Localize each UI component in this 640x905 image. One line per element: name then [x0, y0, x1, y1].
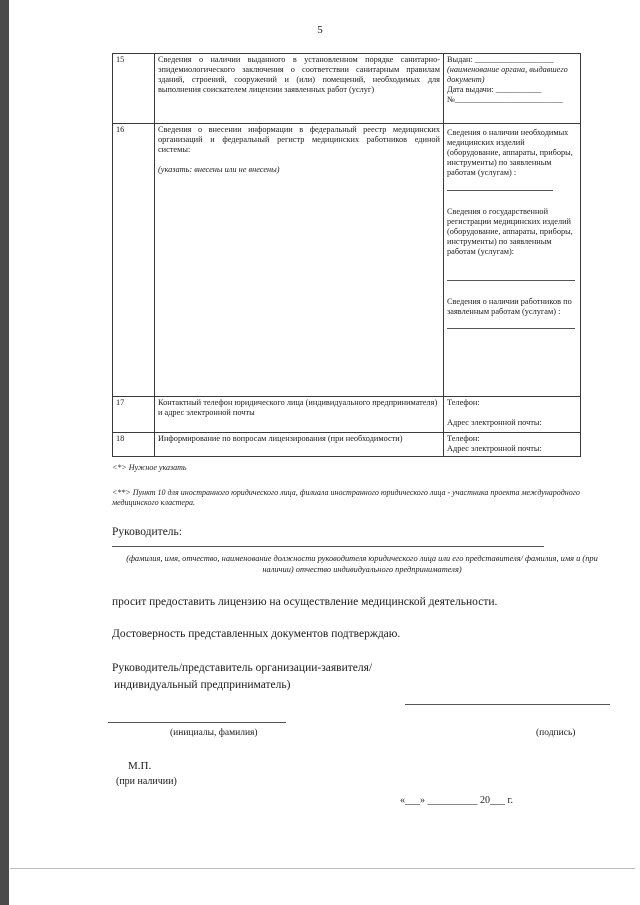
issued-hint: (наименование органа, выдавшего документ) — [447, 65, 568, 85]
table-row — [113, 397, 581, 433]
row-number: 15 — [113, 54, 155, 124]
scan-edge — [0, 0, 9, 905]
footnote-foreign-entity: <**> Пункт 10 для иностранного юридического лица, филиала иностранного юридического лица - участника проекта международного медицинского кластера. — [112, 488, 580, 508]
head-name-line — [112, 546, 544, 547]
email-label: Адрес электронной почты: — [447, 444, 542, 454]
signature-caption: (подпись) — [536, 728, 576, 738]
equipment-info-label: Сведения о наличии необходимых медицинских изделий (оборудование, аппараты, приборы, инструменты) по заявленным работам (услугам) : — [447, 128, 573, 178]
staff-info-line — [447, 319, 575, 329]
footnote-required: <*> Нужное указать — [112, 463, 187, 472]
row-description: Сведения о наличии выданного в установленном порядке санитарно-эпидемиологического заключения о соответствии санитарным правилам зданий, строений, сооружений и (или) помещений, необходимых для выполнения соискателем лицензии заявленных работ (услуг) — [155, 54, 444, 124]
equipment-info-line — [447, 181, 553, 191]
row-description — [155, 124, 444, 397]
signature-top-line — [405, 704, 610, 705]
license-request-text: просит предоставить лицензию на осуществление медицинской деятельности. — [112, 596, 498, 608]
stamp-label: М.П. — [128, 760, 152, 772]
license-form-table — [112, 53, 581, 457]
phone-label: Телефон: — [447, 434, 480, 443]
stamp-note: (при наличии) — [116, 776, 177, 787]
registration-info-label: Сведения о государственной регистрации медицинских изделий (оборудование, аппараты, приборы, инструменты) по заявленным работам (услугам): — [447, 206, 573, 256]
staff-info-label: Сведения о наличии работников по заявленным работам (услугам) : — [447, 297, 572, 317]
initials-line — [108, 722, 286, 723]
row-answer — [444, 124, 581, 397]
head-name-caption: (фамилия, имя, отчество, наименование должности руководителя юридического лица или его представителя/ фамилия, имя и (при наличии) отчество индивидуального предпринимателя) — [126, 554, 598, 575]
document-number-label: №__________________________ — [447, 95, 563, 105]
initials-caption: (инициалы, фамилия) — [170, 728, 258, 738]
documents-confirmation-text: Достоверность представленных документов подтверждаю. — [112, 628, 401, 640]
issued-label: Выдан: ___________________ — [447, 55, 554, 64]
row-answer — [444, 397, 581, 433]
table-row — [113, 433, 581, 457]
signer-label — [112, 660, 372, 695]
table-row — [113, 124, 581, 397]
email-label: Адрес электронной почты: — [447, 418, 542, 428]
signer-label-line1: Руководитель/представитель организации-заявителя/ — [112, 662, 373, 674]
signer-label-line2: индивидуальный предприниматель) — [114, 679, 291, 692]
row-answer — [444, 54, 581, 124]
row-number: 16 — [113, 124, 155, 397]
page-bottom-edge — [10, 868, 635, 869]
phone-label: Телефон: — [447, 398, 480, 407]
row-description: Контактный телефон юридического лица (индивидуального предпринимателя) и адрес электронной почты — [155, 397, 444, 433]
date-line: «___» __________ 20___ г. — [400, 795, 513, 806]
head-label: Руководитель: — [112, 526, 182, 538]
table-row — [113, 54, 581, 124]
registry-info-hint: (указать: внесены или не внесены) — [158, 165, 280, 175]
registry-info-text: Сведения о внесении информации в федеральный реестр медицинских организаций и федеральный регистр медицинских работников единой системы: — [158, 125, 440, 155]
page-number: 5 — [317, 24, 323, 36]
row-description: Информирование по вопросам лицензирования (при необходимости) — [155, 433, 444, 457]
issue-date-label: Дата выдачи: ___________ — [447, 85, 542, 95]
registration-info-line — [447, 271, 575, 281]
row-number: 17 — [113, 397, 155, 433]
row-number: 18 — [113, 433, 155, 457]
row-answer — [444, 433, 581, 457]
